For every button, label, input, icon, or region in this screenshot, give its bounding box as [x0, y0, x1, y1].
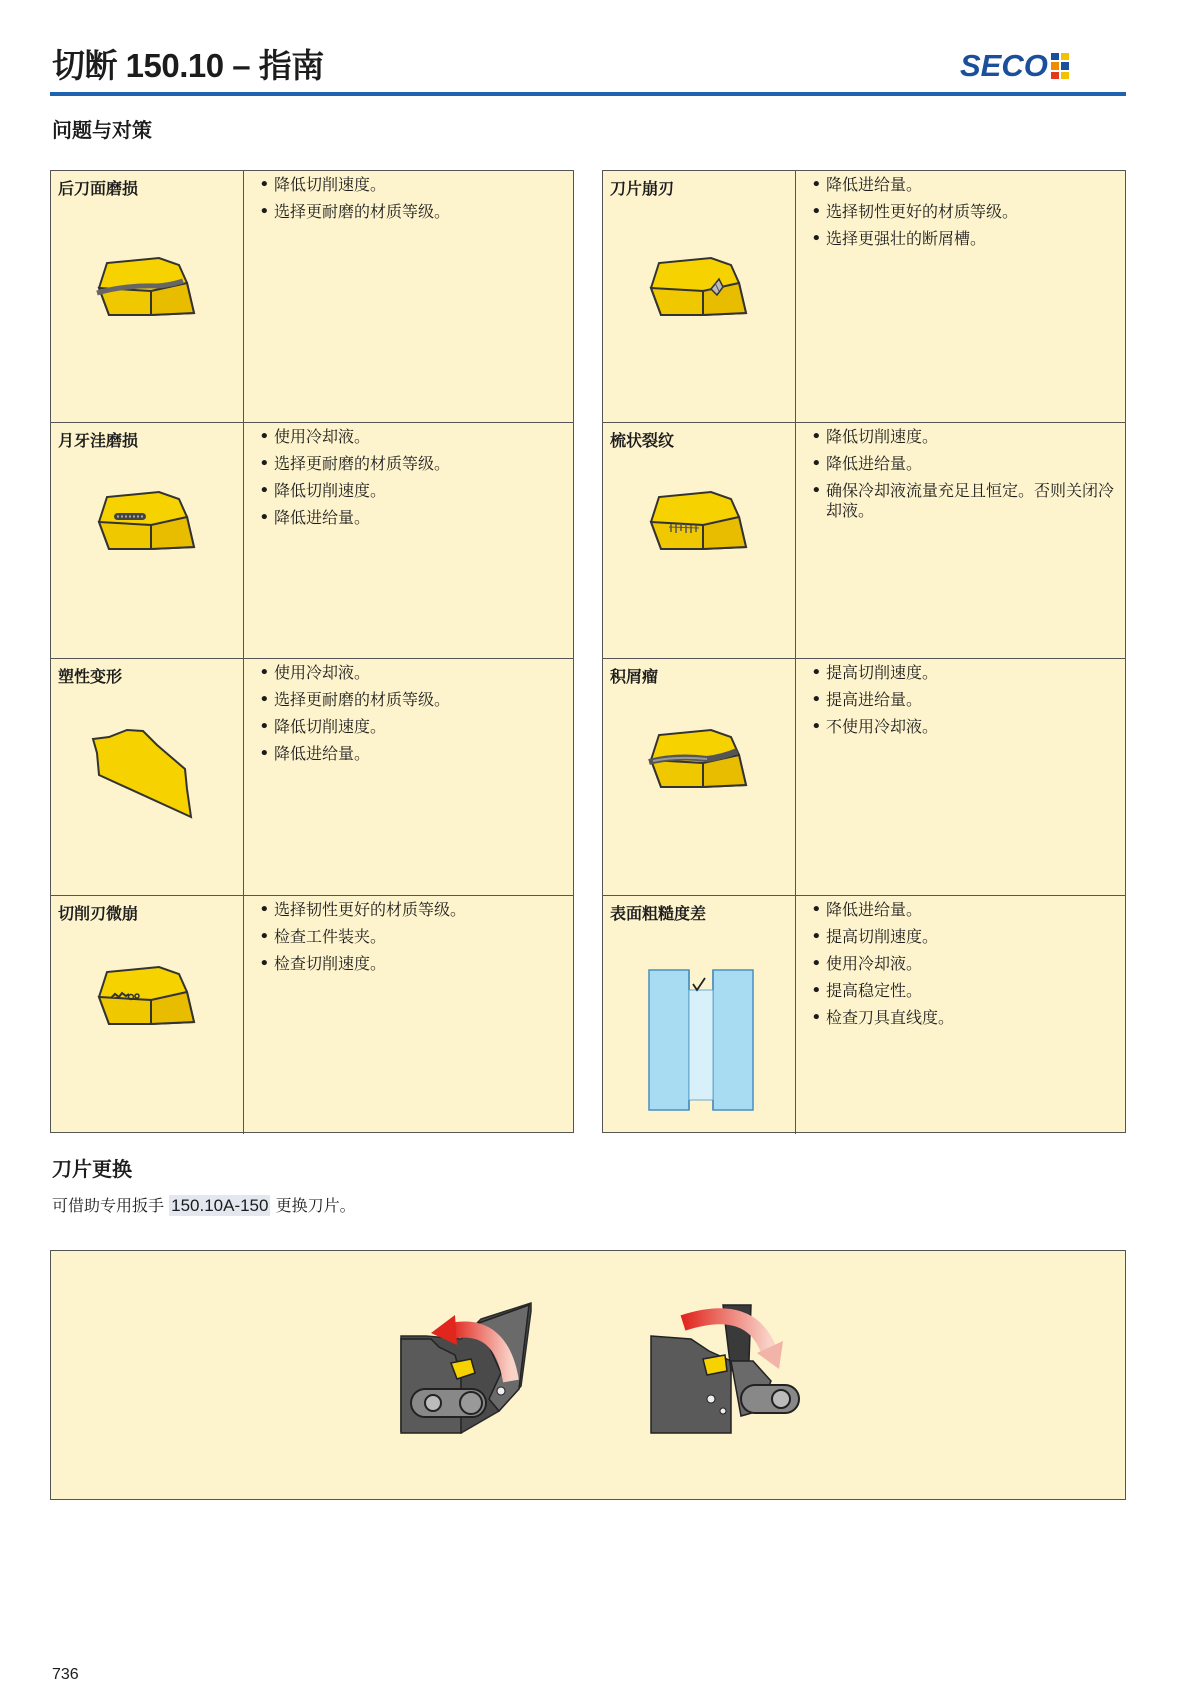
remedy-item: • 降低切削速度。 [259, 481, 567, 501]
table-row [51, 895, 573, 1134]
header-rule [50, 92, 1126, 96]
remedies-list [811, 900, 1119, 1035]
remedy-item: • 选择更强壮的断屑槽。 [811, 229, 1119, 249]
remedy-item: • 不使用冷却液。 [811, 717, 1119, 737]
remedy-item: • 检查工件装夹。 [259, 927, 567, 947]
remedy-item: • 选择更耐磨的材质等级。 [259, 202, 567, 222]
remedy-item: • 选择更耐磨的材质等级。 [259, 454, 567, 474]
problems-table-left [50, 170, 574, 1133]
problem-label: 梳状裂纹 [610, 431, 675, 450]
built-up-edge-insert-icon [631, 725, 771, 795]
remedy-item: • 提高切削速度。 [811, 927, 1119, 947]
problems-table-right [602, 170, 1126, 1133]
page-number: 736 [52, 1666, 79, 1683]
remedies-list [811, 663, 1119, 744]
problem-label: 刀片崩刃 [610, 179, 675, 198]
page-title: 切断 150.10 – 指南 [52, 47, 324, 84]
edge-chipping-insert-icon [79, 962, 219, 1032]
problem-label: 塑性变形 [58, 667, 123, 686]
remedy-item: • 使用冷却液。 [811, 954, 1119, 974]
insert-change-illustration-box [50, 1250, 1126, 1500]
remedy-item: • 降低切削速度。 [811, 427, 1119, 447]
remedy-item: • 降低进给量。 [259, 744, 567, 764]
remedy-item: • 降低进给量。 [811, 454, 1119, 474]
remedy-item: • 降低进给量。 [811, 900, 1119, 920]
table-row [51, 171, 573, 422]
remedies-list [811, 175, 1119, 256]
table-row [603, 422, 1125, 658]
wrench-insert-mounting-icon [641, 1301, 841, 1451]
insert-change-text-after: 更换刀片。 [275, 1196, 356, 1215]
problem-label: 后刀面磨损 [58, 179, 139, 198]
insert-change-text [52, 1193, 356, 1216]
remedies-list [259, 900, 567, 981]
crater-wear-insert-icon [79, 487, 219, 557]
remedy-item: • 降低切削速度。 [259, 717, 567, 737]
logo-mark-icon [1051, 53, 1069, 79]
remedies-list [259, 663, 567, 771]
plastic-deformation-insert-icon [79, 727, 219, 822]
remedy-item: • 使用冷却液。 [259, 427, 567, 447]
remedy-item: • 提高切削速度。 [811, 663, 1119, 683]
insert-change-heading: 刀片更换 [52, 1157, 132, 1181]
remedy-item: • 检查刀具直线度。 [811, 1008, 1119, 1028]
remedies-list [259, 427, 567, 535]
poor-surface-finish-icon [631, 966, 771, 1116]
remedies-list [811, 427, 1119, 528]
table-row [51, 422, 573, 658]
remedy-item: • 降低进给量。 [811, 175, 1119, 195]
remedies-list [259, 175, 567, 229]
remedy-item: • 确保冷却液流量充足且恒定。否则关闭冷却液。 [811, 481, 1119, 521]
remedy-item: • 降低进给量。 [259, 508, 567, 528]
table-row [603, 895, 1125, 1134]
remedy-item: • 使用冷却液。 [259, 663, 567, 683]
remedy-item: • 提高进给量。 [811, 690, 1119, 710]
problem-label: 月牙洼磨损 [58, 431, 139, 450]
remedy-item: • 提高稳定性。 [811, 981, 1119, 1001]
wrench-insert-removal-icon [371, 1301, 571, 1451]
logo-text: SECO [960, 48, 1048, 83]
table-row [51, 658, 573, 895]
table-row [603, 171, 1125, 422]
flank-wear-insert-icon [79, 253, 219, 323]
remedy-item: • 选择更耐磨的材质等级。 [259, 690, 567, 710]
comb-cracks-insert-icon [631, 487, 771, 557]
remedy-item: • 降低切削速度。 [259, 175, 567, 195]
remedy-item: • 选择韧性更好的材质等级。 [811, 202, 1119, 222]
remedy-item: • 检查切削速度。 [259, 954, 567, 974]
table-row [603, 658, 1125, 895]
problem-label: 表面粗糙度差 [610, 904, 707, 923]
problem-label: 切削刃微崩 [58, 904, 139, 923]
remedy-item: • 选择韧性更好的材质等级。 [259, 900, 567, 920]
insert-change-text-before: 可借助专用扳手 [52, 1196, 165, 1215]
problem-label: 积屑瘤 [610, 667, 659, 686]
problems-heading: 问题与对策 [52, 118, 152, 142]
wrench-code: 150.10A-150 [171, 1196, 269, 1215]
seco-logo [960, 48, 1069, 84]
insert-breakage-icon [631, 253, 771, 323]
